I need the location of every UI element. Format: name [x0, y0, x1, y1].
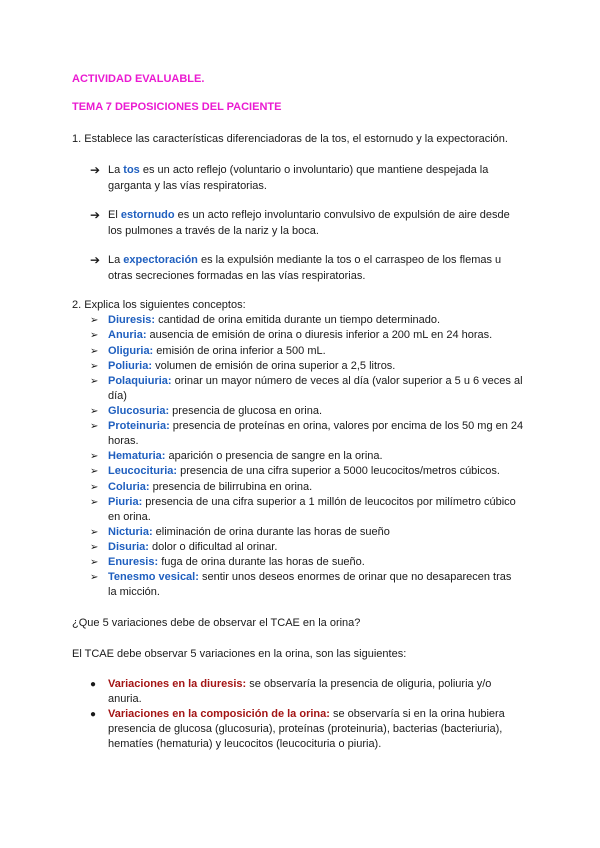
bullet-icon: ● [90, 679, 97, 690]
q2-item-anuria: Anuria: ausencia de emisión de orina o diuresis inferior a 200 mL en 24 horas. [108, 329, 493, 341]
q2-item-proteinuria-cont: horas. [108, 435, 139, 447]
question-3: ¿Que 5 variaciones debe de observar el TCAE en la orina? [72, 617, 361, 629]
triangle-bullet-icon: ➢ [90, 315, 99, 326]
tema-heading: TEMA 7 DEPOSICIONES DEL PACIENTE [72, 101, 282, 113]
q2-item-tenesmo: Tenesmo vesical: sentir unos deseos enormes de orinar que no desaparecen tras [108, 571, 512, 583]
q3-item-diuresis-cont: anuria. [108, 693, 142, 705]
q2-item-oliguria: Oliguria: emisión de orina inferior a 500 mL. [108, 345, 326, 357]
triangle-bullet-icon: ➢ [90, 466, 99, 477]
triangle-bullet-icon: ➢ [90, 330, 99, 341]
question-2: 2. Explica los siguientes conceptos: [72, 299, 246, 311]
q1-item-tos: La tos es un acto reflejo (voluntario o involuntario) que mantiene despejada la [108, 164, 489, 176]
q1-item-tos-cont: garganta y las vías respiratorias. [108, 180, 267, 192]
triangle-bullet-icon: ➢ [90, 527, 99, 538]
q2-item-leucocituria: Leucocituria: presencia de una cifra superior a 5000 leucocitos/metros cúbicos. [108, 465, 500, 477]
triangle-bullet-icon: ➢ [90, 406, 99, 417]
triangle-bullet-icon: ➢ [90, 361, 99, 372]
q2-item-tenesmo-cont: la micción. [108, 586, 160, 598]
arrow-icon: ➔ [90, 163, 101, 177]
triangle-bullet-icon: ➢ [90, 451, 99, 462]
q2-item-glucosuria: Glucosuria: presencia de glucosa en orina. [108, 405, 323, 417]
triangle-bullet-icon: ➢ [90, 421, 99, 432]
triangle-bullet-icon: ➢ [90, 497, 99, 508]
q2-item-piuria-cont: en orina. [108, 511, 151, 523]
q1-item-expectoracion-cont: otras secreciones formadas en las vías respiratorias. [108, 270, 366, 282]
question-1: 1. Establece las características diferenciadoras de la tos, el estornudo y la expectoración. [72, 133, 508, 145]
triangle-bullet-icon: ➢ [90, 376, 99, 387]
q2-item-poliuria: Poliuria: volumen de emisión de orina superior a 2,5 litros. [108, 360, 396, 372]
triangle-bullet-icon: ➢ [90, 557, 99, 568]
q1-item-expectoracion: La expectoración es la expulsión mediante la tos o el carraspeo de los flemas u [108, 254, 502, 266]
q2-item-diuresis: Diuresis: cantidad de orina emitida durante un tiempo determinado. [108, 314, 441, 326]
q2-item-polaquiuria: Polaquiuria: orinar un mayor número de veces al día (valor superior a 5 u 6 veces al [108, 375, 523, 387]
triangle-bullet-icon: ➢ [90, 482, 99, 493]
q3-item-composicion-cont1: presencia de glucosa (glucosuria), proteínas (proteinuria), bacterias (bacteriuria), [108, 723, 503, 735]
q2-item-proteinuria: Proteinuria: presencia de proteínas en orina, valores por encima de los 50 mg en 24 [108, 420, 524, 432]
q2-item-hematuria: Hematuria: aparición o presencia de sangre en la orina. [108, 450, 383, 462]
q2-item-enuresis: Enuresis: fuga de orina durante las horas de sueño. [108, 556, 365, 568]
q1-item-estornudo-cont: los pulmones a través de la nariz y la boca. [108, 225, 319, 237]
triangle-bullet-icon: ➢ [90, 572, 99, 583]
q2-item-coluria: Coluria: presencia de bilirrubina en orina. [108, 481, 313, 493]
q2-item-piuria: Piuria: presencia de una cifra superior a 1 millón de leucocitos por milímetro cúbico [108, 496, 516, 508]
q3-item-composicion-cont2: hematíes (hematuria) y leucocitos (leucocituria o piuria). [108, 738, 382, 750]
activity-heading: ACTIVIDAD EVALUABLE. [72, 73, 205, 85]
q2-item-polaquiuria-cont: día) [108, 390, 127, 402]
q2-item-disuria: Disuria: dolor o dificultad al orinar. [108, 541, 278, 553]
triangle-bullet-icon: ➢ [90, 542, 99, 553]
q3-item-composicion: Variaciones en la composición de la orina: se observaría si en la orina hubiera [108, 708, 505, 720]
q2-item-nicturia: Nicturia: eliminación de orina durante las horas de sueño [108, 526, 390, 538]
q1-item-estornudo: El estornudo es un acto reflejo involuntario convulsivo de expulsión de aire desde [108, 209, 510, 221]
triangle-bullet-icon: ➢ [90, 346, 99, 357]
q3-item-diuresis: Variaciones en la diuresis: se observaría la presencia de oliguria, poliuria y/o [108, 678, 492, 690]
arrow-icon: ➔ [90, 208, 101, 222]
bullet-icon: ● [90, 709, 97, 720]
answer-3-intro: El TCAE debe observar 5 variaciones en la orina, son las siguientes: [72, 648, 407, 660]
arrow-icon: ➔ [90, 253, 101, 267]
